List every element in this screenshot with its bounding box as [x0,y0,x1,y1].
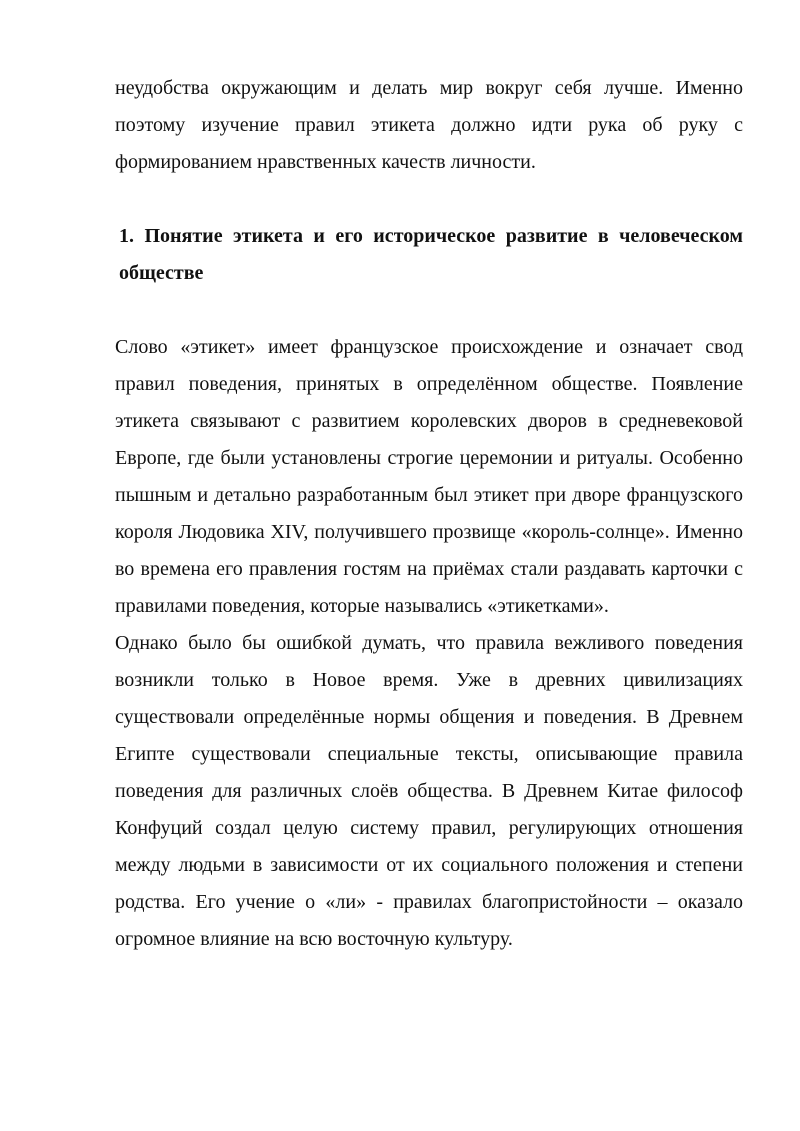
document-page [115,70,743,958]
body-paragraph-2: Однако было бы ошибкой думать, что правила вежливого поведения возникли только в Новое время. Уже в древних цивилизациях существовали определённые нормы общения и поведения. В Древнем Египте существовали специальные тексты, описывающие правила поведения для различных слоёв общества. В Древнем Китае философ Конфуций создал целую систему правил, регулирующих отношения между людьми в зависимости от их социального положения и степени родства. Его учение о «ли» - правилах благопристойности – оказало огромное влияние на всю восточную культуру. [115,632,743,950]
intro-paragraph: неудобства окружающим и делать мир вокруг себя лучше. Именно поэтому изучение правил этикета должно идти рука об руку с формированием нравственных качеств личности. [115,77,743,173]
spacer [115,181,743,218]
section-heading: 1. Понятие этикета и его историческое развитие в человеческом обществе [119,225,743,284]
spacer [115,292,743,329]
body-paragraph-1: Слово «этикет» имеет французское происхождение и означает свод правил поведения, принятых в определённом обществе. Появление этикета связывают с развитием королевских дворов в средневековой Европе, где были установлены строгие церемонии и ритуалы. Особенно пышным и детально разработанным был этикет при дворе французского короля Людовика XIV, получившего прозвище «король-солнце». Именно во времена его правления гостям на приёмах стали раздавать карточки с правилами поведения, которые назывались «этикетками». [115,336,743,617]
